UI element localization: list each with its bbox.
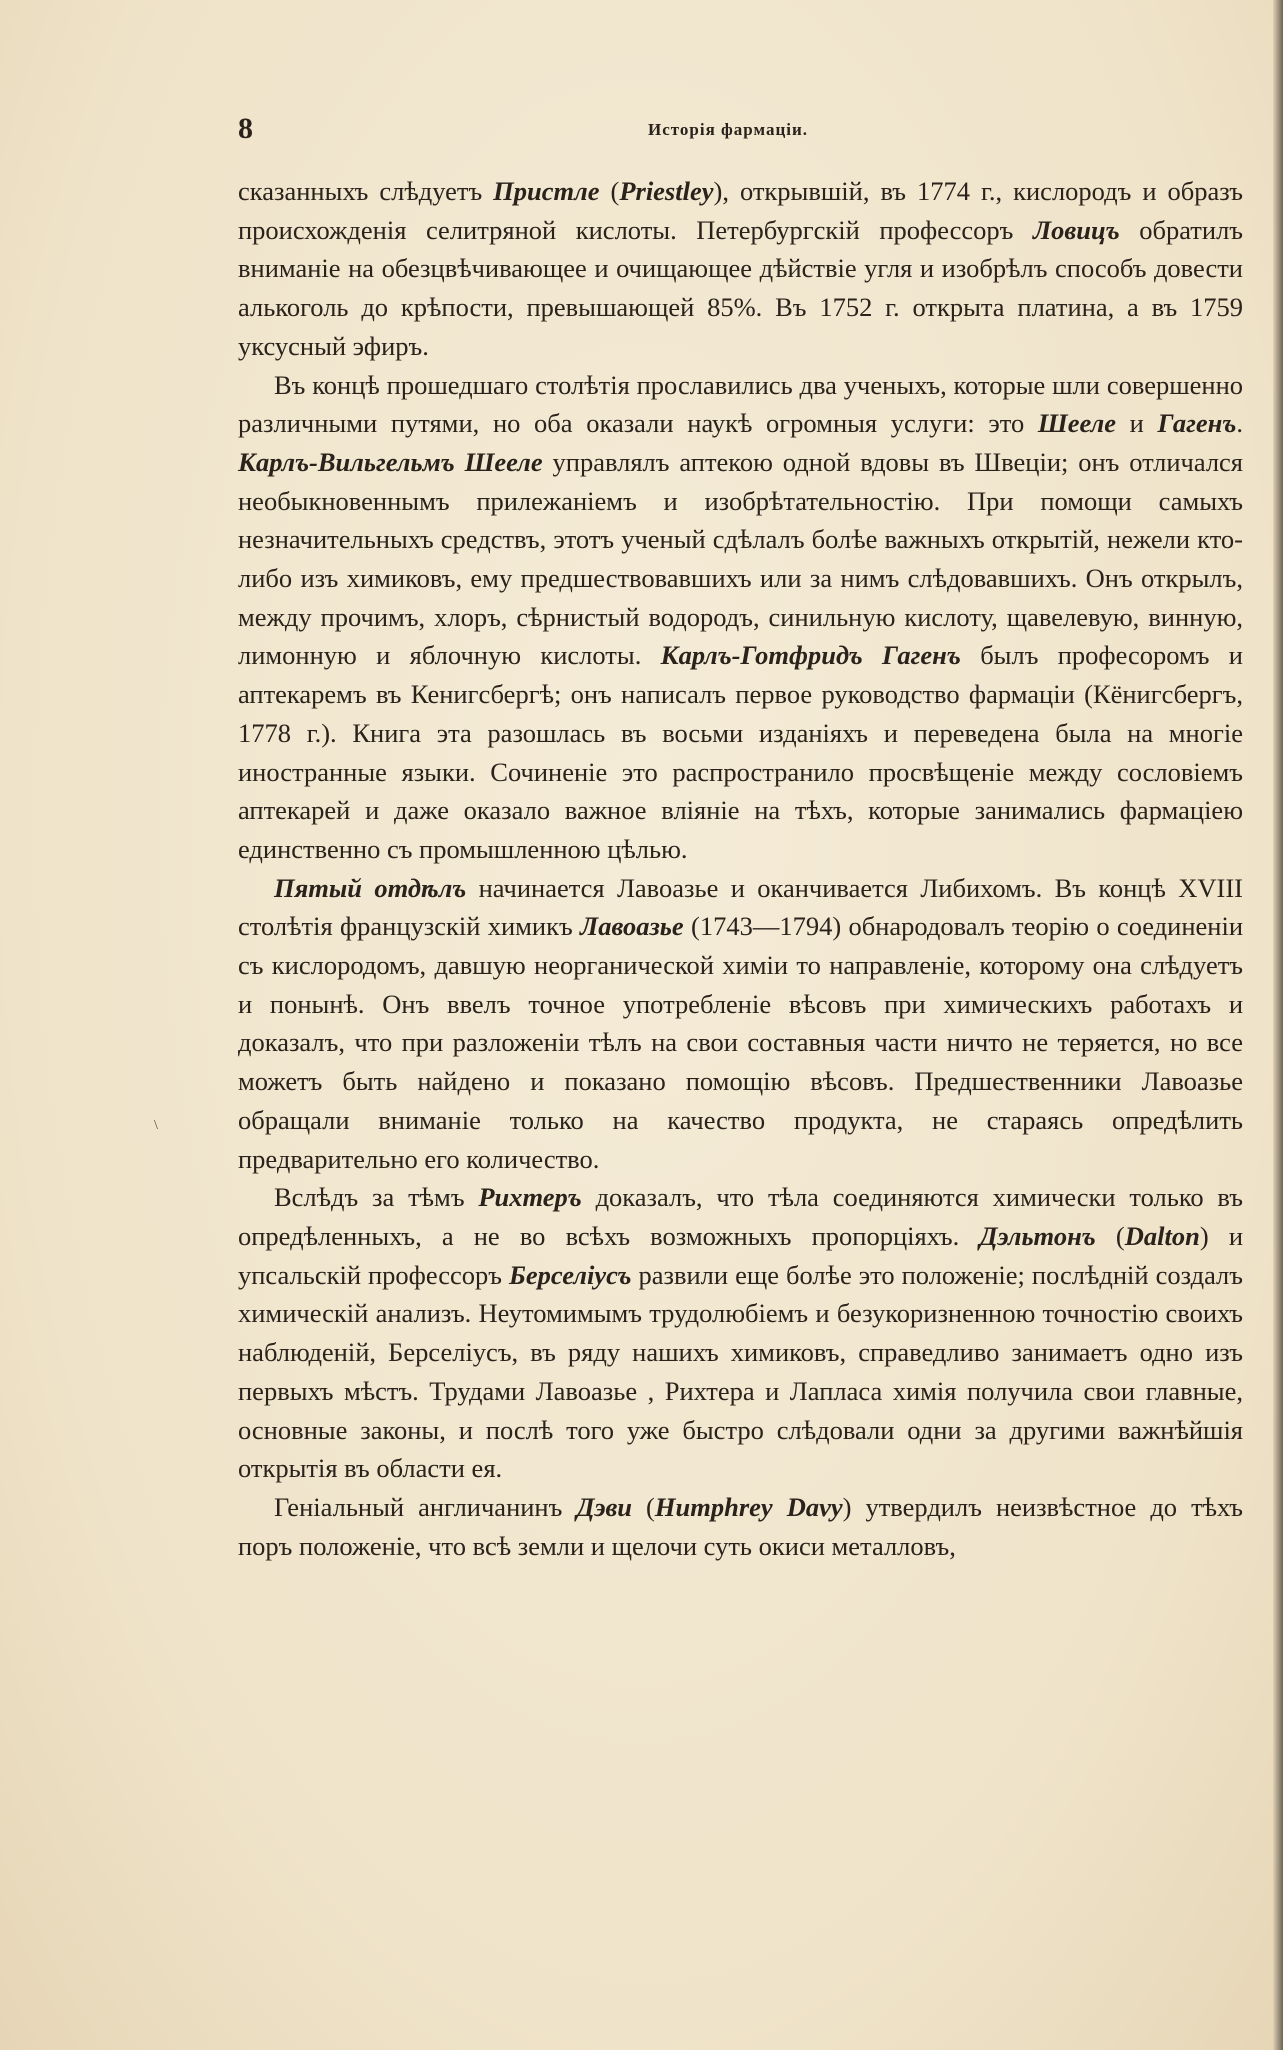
running-title: Исторія фармаціи. [648,120,809,139]
body-text [238,172,1243,1565]
text-run: и [1116,408,1158,439]
emphasized-name: Берселіусъ [509,1259,632,1290]
page-number: 8 [238,112,253,145]
paragraph [238,366,1243,869]
emphasized-name: Дэви [576,1491,633,1522]
emphasized-name: Пристле [493,176,600,206]
text-run: развили еще болѣе это положеніе; послѣдній создалъ химическій анализъ. Неутомимымъ трудолюбіемъ и безукоризненною точностію своихъ наблюденій, Берселіусъ, въ ряду нашихъ химиковъ, справедливо занимаетъ одно изъ первыхъ мѣстъ. Трудами Лавоазье , Рихтера и Лапласа химія получила свои главные, основные законы, и послѣ того уже быстро слѣдовали одни за другими важнѣйшія открытія въ области ея. [238,1259,1243,1484]
text-run: сказанныхъ слѣдуетъ [238,176,494,206]
text-run: Въ концѣ прошедшаго столѣтія прославились два ученыхъ, которые шли совершенно различными путями, но оба оказали наукѣ огромныя услуги: это [238,369,1243,439]
emphasized-name: Карлъ-Готфридъ Гагенъ [660,640,961,671]
text-run: ( [599,176,620,206]
emphasized-name: Priestley [619,176,714,206]
emphasized-name: Пятый отдѣлъ [274,872,467,903]
text-run: ) и упсальскій профессоръ [238,1220,1243,1290]
text-run: ( [1095,1220,1125,1251]
paragraph [238,1178,1243,1488]
paragraph [238,172,1243,366]
emphasized-name: Карлъ-Вильгельмъ Шееле [238,446,543,477]
emphasized-name: Humphrey Davy [654,1491,843,1522]
text-run: управлялъ аптекою одной вдовы въ Швеціи; онъ отличался необыкновеннымъ прилежаніемъ и изобрѣтательностію. При помощи самыхъ незначительныхъ средствъ, этотъ ученый сдѣлалъ болѣе важныхъ открытій, нежели кто-либо изъ химиковъ, ему предшествовавшихъ или за нимъ слѣдовавшихъ. Онъ открылъ, между прочимъ, хлоръ, сѣрнистый водородъ, синильную кислоту, щавелевую, винную, лимонную и яблочную кислоты. [238,446,1243,671]
emphasized-name: Dalton [1124,1220,1200,1251]
paragraph [238,1488,1243,1565]
emphasized-name: Шееле [1037,408,1116,439]
emphasized-name: Гагенъ [1157,408,1237,439]
text-run: былъ професоромъ и аптекаремъ въ Кенигсбергѣ; онъ написалъ первое руководство фармаціи (Кёнигсбергъ, 1778 г.). Книга эта разошлась въ восьми изданіяхъ и переведена была на многіе иностранные языки. Сочиненіе это распространило просвѣщеніе между сословіемъ аптекарей и даже оказало важное вліяніе на тѣхъ, которые занимались фармаціею единственно съ промышленною цѣлью. [238,640,1243,864]
emphasized-name: Дэльтонъ [979,1220,1096,1251]
text-run: . [1236,408,1243,439]
text-run: ), открывшій, въ 1774 г., кислородъ и образъ происхожденія селитряной кислоты. Петербургскій профессоръ [238,176,1243,245]
paragraph [238,869,1243,1179]
text-run: обратилъ вниманіе на обезцвѣчивающее и очищающее дѣйствіе угля и изобрѣлъ способъ довести алькоголь до крѣпости, превышающей 85%. Въ 1752 г. открыта платина, а въ 1759 уксусный эфиръ. [238,214,1243,361]
text-run: ) утвердилъ неизвѣстное до тѣхъ поръ положеніе, что всѣ земли и щелочи суть окиси металловъ, [238,1491,1243,1561]
emphasized-name: Ловицъ [1032,214,1120,245]
text-run: Вслѣдъ за тѣмъ [274,1182,479,1213]
text-run: начинается Лавоазье и оканчивается Либихомъ. Въ концѣ XVIII столѣтія французскій химикъ [238,872,1243,942]
margin-mark: \ [154,1118,158,1133]
emphasized-name: Рихтеръ [478,1182,582,1213]
text-run: доказалъ, что тѣла соединяются химически только въ опредѣленныхъ, а не во всѣхъ возможныхъ пропорціяхъ. [238,1182,1243,1251]
page-header [238,112,1243,152]
text-run: ( [632,1491,655,1522]
text-run: (1743—1794) обнародовалъ теорію о соединеніи съ кислородомъ, давшую неорганической химіи то направленіе, которому она слѣдуетъ и понынѣ. Онъ ввелъ точное употребленіе вѣсовъ при химическихъ работахъ и доказалъ, что при разложеніи тѣлъ на свои составныя части ничто не теряется, но все можетъ быть найдено и показано помощію вѣсовъ. Предшественники Лавоазье обращали вниманіе только на качество продукта, не стараясь опредѣлить предварительно его количество. [238,911,1244,1174]
emphasized-name: Лавоазье [580,911,684,942]
page-edge-shadow [1273,0,1283,2050]
text-run: Геніальный англичанинъ [274,1491,577,1522]
